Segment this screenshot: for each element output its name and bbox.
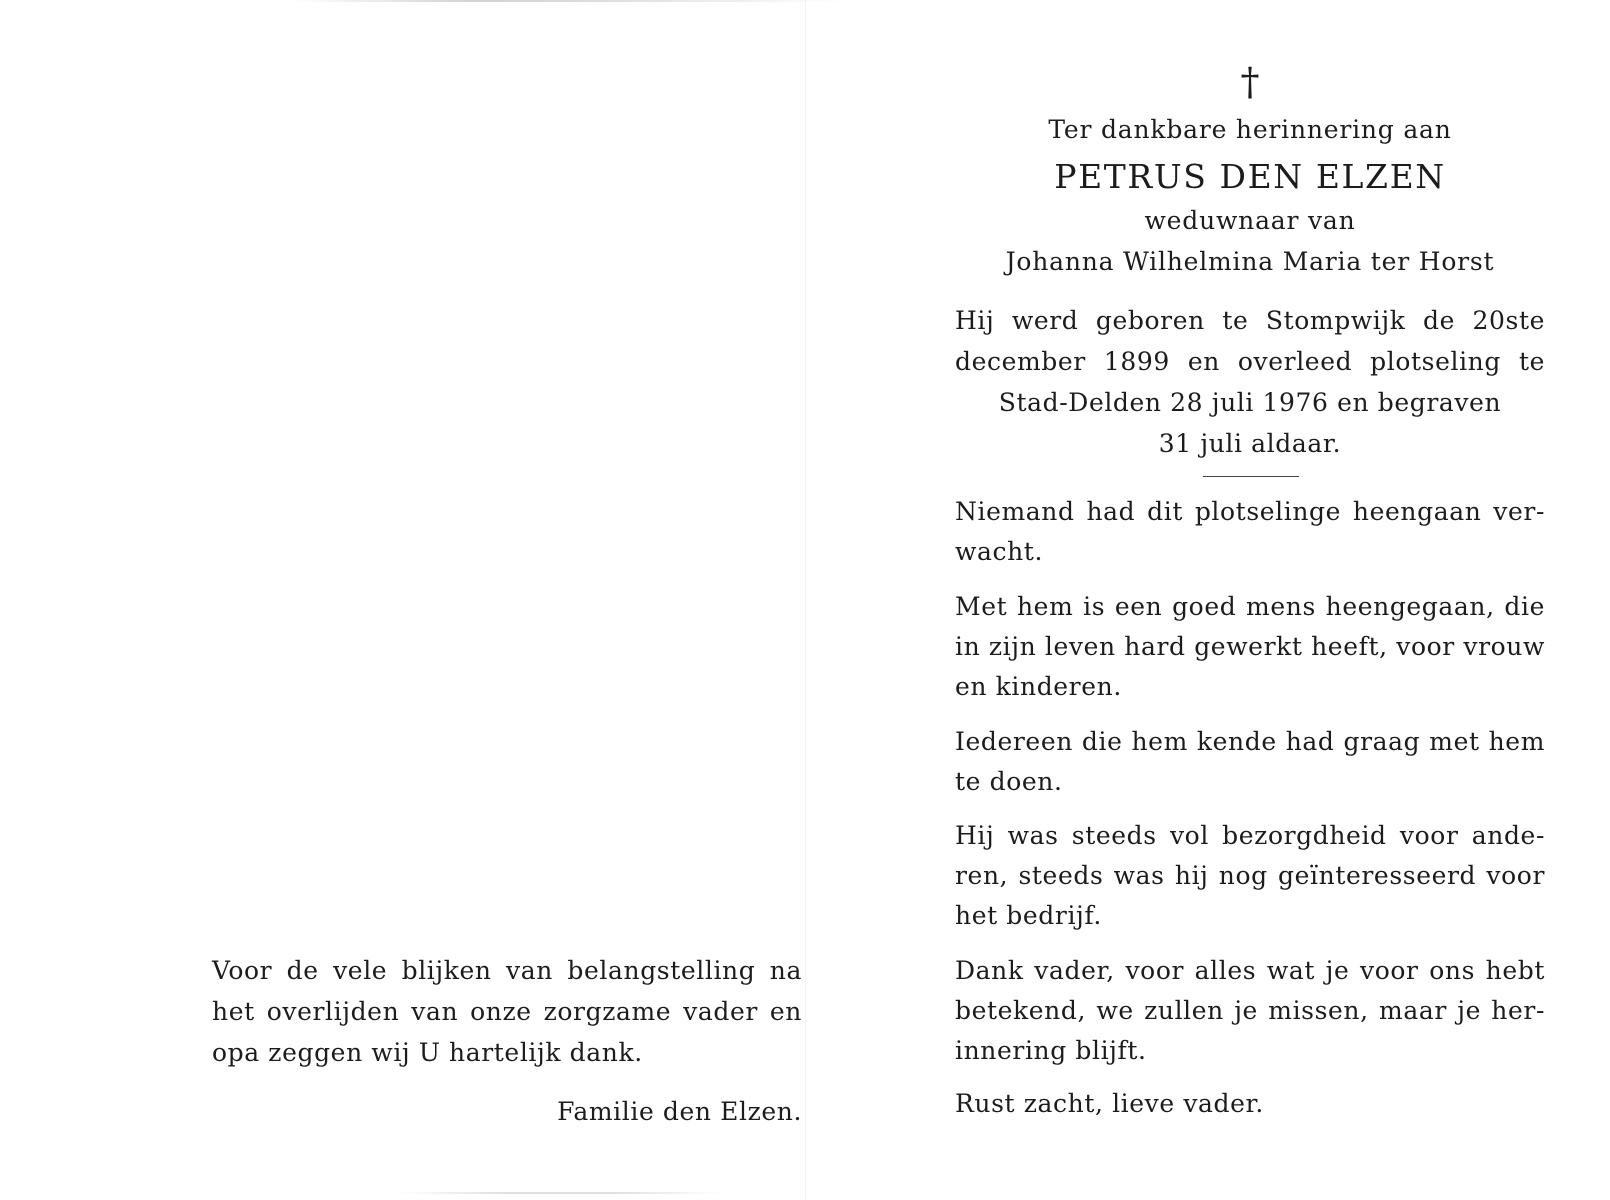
paragraph-line: ren, steeds was hij nog geïnteresseerd voor (955, 861, 1545, 890)
paragraph-line: te doen. (955, 767, 1063, 796)
paragraph-line: Met hem is een goed mens heengegaan, die (955, 592, 1545, 621)
paragraph-line: Dank vader, voor alles wat je voor ons hebt (955, 956, 1545, 985)
family-signature: Familie den Elzen. (557, 1097, 802, 1126)
paragraph-line: Iedereen die hem kende had graag met hem (955, 727, 1545, 756)
memorial-paragraph (955, 587, 1545, 707)
birth-death-line: december 1899 en overleed plotseling te (955, 347, 1545, 376)
cross-icon: † (1240, 60, 1260, 104)
paragraph-line: betekend, we zullen je missen, maar je her- (955, 996, 1545, 1025)
thanks-line: Voor de vele blijken van belangstelling na (212, 956, 802, 985)
memorial-paragraph (955, 492, 1545, 572)
birth-death-line: 31 juli aldaar. (1158, 429, 1342, 458)
thanks-text (212, 950, 802, 1073)
spouse-name: Johanna Wilhelmina Maria ter Horst (1005, 247, 1495, 276)
birth-death-paragraph (955, 300, 1545, 464)
thanks-line: opa zeggen wij U hartelijk dank. (212, 1038, 643, 1067)
memorial-heading: Ter dankbare herinnering aan (1048, 115, 1452, 144)
birth-death-line: Hij werd geboren te Stompwijk de 20ste (955, 306, 1545, 335)
paragraph-line: het bedrijf. (955, 901, 1102, 930)
memorial-paragraph (955, 816, 1545, 936)
memorial-paragraph (955, 951, 1545, 1071)
paragraph-line: en kinderen. (955, 672, 1122, 701)
paragraph-line: wacht. (955, 537, 1043, 566)
paragraph-line: in zijn leven hard gewerkt heeft, voor vrouw (955, 632, 1545, 661)
paragraph-line: Hij was steeds vol bezorgdheid voor ande- (955, 821, 1545, 850)
birth-death-line: Stad-Delden 28 juli 1976 en begraven (998, 388, 1502, 417)
paragraph-line: Rust zacht, lieve vader. (955, 1089, 1264, 1118)
scan-edge-top (290, 0, 850, 2)
paragraph-line: Niemand had dit plotselinge heengaan ver- (955, 497, 1545, 526)
widower-label: weduwnaar van (1144, 206, 1356, 235)
scan-edge-bottom (395, 1192, 725, 1194)
card-fold-line (805, 0, 806, 1200)
paragraph-line: innering blijft. (955, 1036, 1147, 1065)
memorial-paragraph (955, 722, 1545, 802)
thanks-line: het overlijden van onze zorgzame vader en (212, 997, 802, 1026)
deceased-name: PETRUS DEN ELZEN (1054, 157, 1446, 196)
section-divider (1203, 476, 1299, 477)
memorial-paragraph (955, 1084, 1545, 1124)
